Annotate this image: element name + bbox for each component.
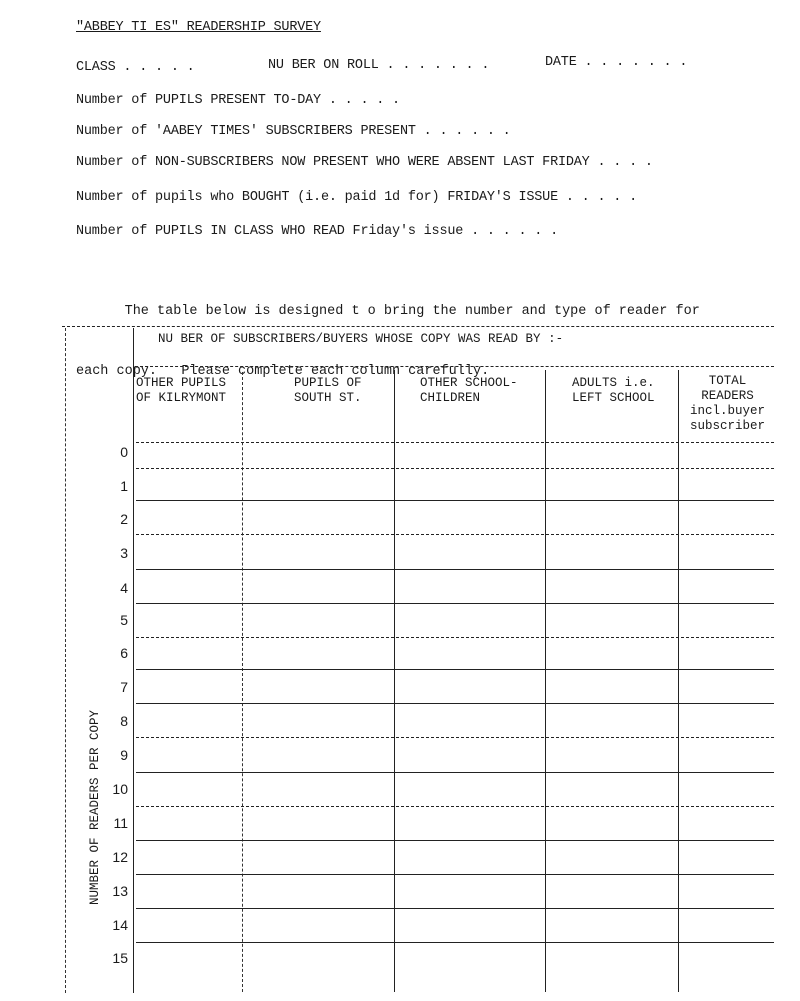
row-number: 0	[120, 444, 128, 460]
col-divider-2	[394, 370, 395, 992]
row-line	[136, 500, 774, 501]
row-line	[136, 468, 774, 469]
col-header-south-st: PUPILS OF SOUTH ST.	[294, 376, 362, 405]
row-line	[136, 603, 774, 604]
header-divider	[135, 366, 774, 367]
col-divider-4	[678, 370, 679, 992]
row-number: 6	[120, 645, 128, 661]
row-line	[136, 669, 774, 670]
row-line	[136, 637, 774, 638]
row-number: 12	[112, 849, 128, 865]
form-title: "ABBEY TI ES" READERSHIP SURVEY	[76, 20, 321, 35]
instruction-line-2: each copy. Please complete each column carefully.	[76, 364, 490, 379]
row-number: 11	[113, 815, 128, 831]
col-header-other-schoolchildren: OTHER SCHOOL- CHILDREN	[420, 376, 518, 405]
pupils-read-field: Number of PUPILS IN CLASS WHO READ Friday's issue . . . . . .	[76, 224, 558, 239]
row-number: 2	[120, 511, 128, 527]
row-line	[136, 442, 774, 443]
pupils-present-field: Number of PUPILS PRESENT TO-DAY . . . . .	[76, 93, 400, 108]
class-field: CLASS . . . . .	[76, 60, 195, 75]
col-divider-1	[242, 372, 243, 992]
row-number: 14	[112, 917, 128, 933]
col-header-adults: ADULTS i.e. LEFT SCHOOL	[572, 376, 655, 405]
row-line	[136, 908, 774, 909]
row-number: 9	[120, 747, 128, 763]
row-number: 13	[112, 883, 128, 899]
row-axis-label: NUMBER OF READERS PER COPY	[88, 709, 102, 905]
col-header-other-pupils: OTHER PUPILS OF KILRYMONT	[136, 376, 227, 405]
row-number-divider	[133, 328, 134, 993]
instruction-line-1: The table below is designed t o bring the number and type of reader for	[76, 304, 700, 319]
row-line	[136, 806, 774, 807]
row-line	[136, 534, 774, 535]
table-top-border	[62, 326, 774, 327]
subscribers-present-field: Number of 'AABEY TIMES' SUBSCRIBERS PRESENT . . . . . .	[76, 124, 511, 139]
number-on-roll-field: NU BER ON ROLL . . . . . . .	[268, 58, 490, 73]
table-main-header: NU BER OF SUBSCRIBERS/BUYERS WHOSE COPY WAS READ BY :-	[158, 332, 564, 346]
row-line	[136, 772, 774, 773]
row-line	[136, 840, 774, 841]
row-line	[136, 569, 774, 570]
table-left-border	[65, 328, 66, 993]
row-number: 10	[112, 781, 128, 797]
row-line	[136, 703, 774, 704]
row-number: 7	[120, 679, 128, 695]
row-line	[136, 942, 774, 943]
row-line	[136, 874, 774, 875]
pupils-bought-field: Number of pupils who BOUGHT (i.e. paid 1d for) FRIDAY'S ISSUE . . . . .	[76, 190, 637, 205]
row-line	[136, 737, 774, 738]
col-divider-3	[545, 370, 546, 992]
row-number: 5	[120, 612, 128, 628]
row-number: 3	[120, 545, 128, 561]
col-header-total-readers: TOTAL READERS incl.buyer subscriber	[690, 374, 766, 433]
non-subscribers-field: Number of NON-SUBSCRIBERS NOW PRESENT WHO WERE ABSENT LAST FRIDAY . . . .	[76, 155, 653, 170]
row-number: 15	[112, 950, 128, 966]
row-number: 1	[120, 478, 128, 494]
row-number: 8	[120, 713, 128, 729]
date-field: DATE . . . . . . .	[545, 55, 688, 70]
row-number: 4	[120, 580, 128, 596]
